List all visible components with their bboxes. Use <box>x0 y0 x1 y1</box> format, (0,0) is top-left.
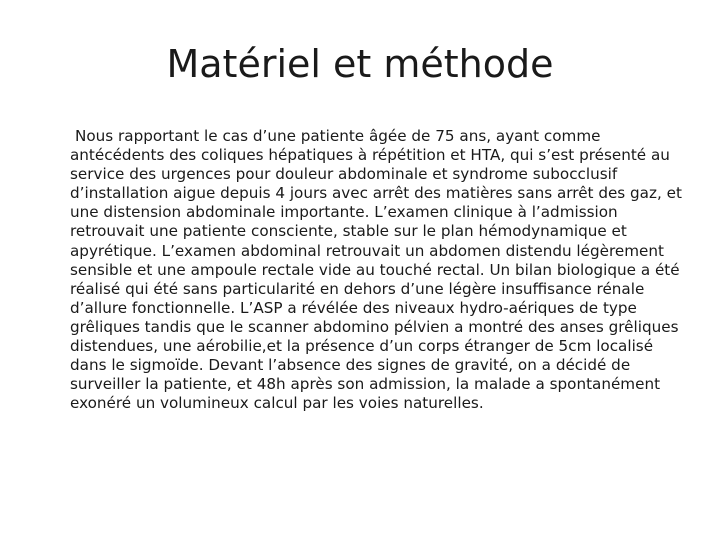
slide-body-text: Nous rapportant le cas d’une patiente âgée de 75 ans, ayant comme antécédents des coliques hépatiques à répétition et HTA, qui s’est présenté au service des urgences pour douleur abdominale et syndrome subocclusif d’installation aigue depuis 4 jours avec arrêt des matières sans arrêt des gaz, et une distension abdominale importante. L’examen clinique à l’admission retrouvait une patiente consciente, stable sur le plan hémodynamique et apyrétique. L’examen abdominal retrouvait un abdomen distendu légèrement sensible et une ampoule rectale vide au touché rectal. Un bilan biologique a été réalisé qui été sans particularité en dehors d’une légère insuffisance rénale d’allure fonctionnelle. L’ASP a révélée des niveaux hydro-aériques de type grêliques tandis que le scanner abdomino pélvien a montré des anses grêliques distendues, une aérobilie,et la présence d’un corps étranger de 5cm localisé dans le sigmoïde. Devant l’absence des signes de gravité, on a décidé de surveiller la patiente, et 48h après son admission, la malade a spontanément exonéré un volumineux calcul par les voies naturelles. <box>70 127 682 413</box>
slide-title: Matériel et méthode <box>166 42 554 86</box>
